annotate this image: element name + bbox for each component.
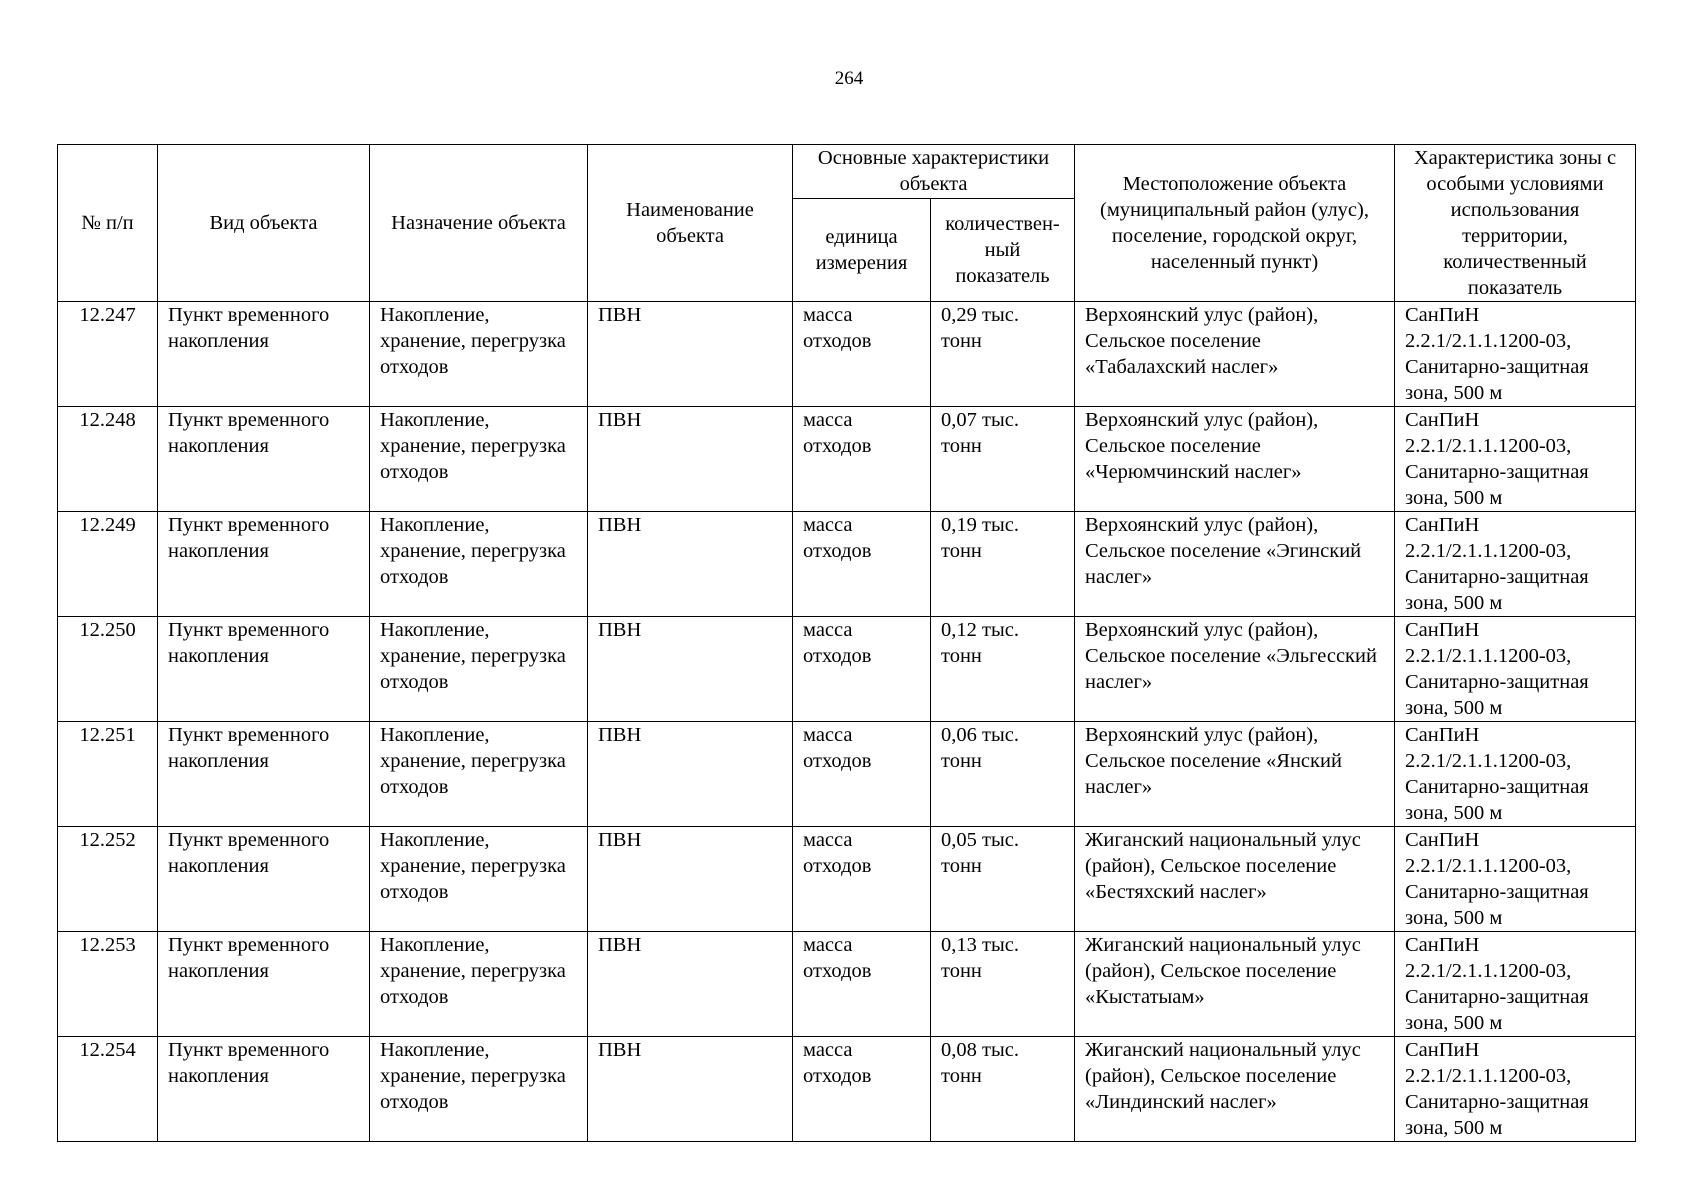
cell-name: ПВН: [588, 932, 793, 1037]
header-num: № п/п: [58, 145, 158, 302]
cell-unit: масса отходов: [793, 512, 931, 617]
cell-unit: масса отходов: [793, 302, 931, 407]
cell-purpose: Накопление, хранение, перегрузка отходов: [370, 512, 588, 617]
table-row: [58, 1037, 1636, 1142]
table-body: [58, 302, 1636, 1142]
cell-name: ПВН: [588, 512, 793, 617]
page-number: 264: [834, 68, 864, 89]
cell-zone: СанПиН 2.2.1/2.1.1.1200-03, Санитарно-защитная зона, 500 м: [1395, 407, 1636, 512]
table-row: [58, 512, 1636, 617]
cell-purpose: Накопление, хранение, перегрузка отходов: [370, 827, 588, 932]
cell-zone: СанПиН 2.2.1/2.1.1.1200-03, Санитарно-защитная зона, 500 м: [1395, 512, 1636, 617]
cell-zone: СанПиН 2.2.1/2.1.1.1200-03, Санитарно-защитная зона, 500 м: [1395, 617, 1636, 722]
header-main-characteristics: Основные характеристики объекта: [793, 145, 1075, 199]
cell-qty: 0,29 тыс. тонн: [931, 302, 1075, 407]
cell-location: Жиганский национальный улус (район), Сельское поселение «Линдинский наслег»: [1075, 1037, 1395, 1142]
cell-qty: 0,05 тыс. тонн: [931, 827, 1075, 932]
cell-type: Пункт временного накопления: [158, 932, 370, 1037]
cell-qty: 0,07 тыс. тонн: [931, 407, 1075, 512]
cell-name: ПВН: [588, 407, 793, 512]
cell-location: Верхоянский улус (район), Сельское поселение «Черюмчинский наслег»: [1075, 407, 1395, 512]
cell-qty: 0,12 тыс. тонн: [931, 617, 1075, 722]
header-zone: Характеристика зоны с особыми условиями использования территории, количественный показатель: [1395, 145, 1636, 302]
cell-location: Верхоянский улус (район), Сельское поселение «Янский наслег»: [1075, 722, 1395, 827]
table-row: [58, 932, 1636, 1037]
cell-purpose: Накопление, хранение, перегрузка отходов: [370, 617, 588, 722]
header-qty: количествен-ный показатель: [931, 198, 1075, 301]
cell-location: Верхоянский улус (район), Сельское поселение «Эгинский наслег»: [1075, 512, 1395, 617]
cell-type: Пункт временного накопления: [158, 722, 370, 827]
cell-zone: СанПиН 2.2.1/2.1.1.1200-03, Санитарно-защитная зона, 500 м: [1395, 827, 1636, 932]
cell-name: ПВН: [588, 302, 793, 407]
cell-type: Пункт временного накопления: [158, 512, 370, 617]
objects-table: [57, 144, 1636, 1142]
cell-type: Пункт временного накопления: [158, 827, 370, 932]
cell-location: Жиганский национальный улус (район), Сельское поселение «Кыстатыам»: [1075, 932, 1395, 1037]
cell-purpose: Накопление, хранение, перегрузка отходов: [370, 722, 588, 827]
header-purpose: Назначение объекта: [370, 145, 588, 302]
header-type: Вид объекта: [158, 145, 370, 302]
cell-location: Верхоянский улус (район), Сельское поселение «Табалахский наслег»: [1075, 302, 1395, 407]
cell-name: ПВН: [588, 827, 793, 932]
cell-num: 12.251: [58, 722, 158, 827]
cell-qty: 0,13 тыс. тонн: [931, 932, 1075, 1037]
table-header: [58, 145, 1636, 302]
cell-unit: масса отходов: [793, 1037, 931, 1142]
cell-zone: СанПиН 2.2.1/2.1.1.1200-03, Санитарно-защитная зона, 500 м: [1395, 932, 1636, 1037]
table-row: [58, 617, 1636, 722]
cell-name: ПВН: [588, 1037, 793, 1142]
cell-num: 12.247: [58, 302, 158, 407]
cell-unit: масса отходов: [793, 407, 931, 512]
cell-purpose: Накопление, хранение, перегрузка отходов: [370, 302, 588, 407]
cell-qty: 0,19 тыс. тонн: [931, 512, 1075, 617]
cell-name: ПВН: [588, 722, 793, 827]
table-row: [58, 827, 1636, 932]
header-location: Местоположение объекта (муниципальный район (улус), поселение, городской округ, населенный пункт): [1075, 145, 1395, 302]
cell-location: Верхоянский улус (район), Сельское поселение «Эльгесский наслег»: [1075, 617, 1395, 722]
cell-type: Пункт временного накопления: [158, 407, 370, 512]
cell-zone: СанПиН 2.2.1/2.1.1.1200-03, Санитарно-защитная зона, 500 м: [1395, 302, 1636, 407]
cell-num: 12.253: [58, 932, 158, 1037]
cell-unit: масса отходов: [793, 617, 931, 722]
cell-unit: масса отходов: [793, 932, 931, 1037]
table-row: [58, 302, 1636, 407]
cell-type: Пункт временного накопления: [158, 1037, 370, 1142]
cell-qty: 0,06 тыс. тонн: [931, 722, 1075, 827]
cell-purpose: Накопление, хранение, перегрузка отходов: [370, 407, 588, 512]
cell-type: Пункт временного накопления: [158, 617, 370, 722]
cell-num: 12.248: [58, 407, 158, 512]
cell-num: 12.249: [58, 512, 158, 617]
cell-unit: масса отходов: [793, 827, 931, 932]
cell-num: 12.254: [58, 1037, 158, 1142]
cell-zone: СанПиН 2.2.1/2.1.1.1200-03, Санитарно-защитная зона, 500 м: [1395, 1037, 1636, 1142]
table-row: [58, 722, 1636, 827]
cell-type: Пункт временного накопления: [158, 302, 370, 407]
cell-unit: масса отходов: [793, 722, 931, 827]
header-unit: единица измерения: [793, 198, 931, 301]
cell-num: 12.250: [58, 617, 158, 722]
cell-purpose: Накопление, хранение, перегрузка отходов: [370, 1037, 588, 1142]
cell-location: Жиганский национальный улус (район), Сельское поселение «Бестяхский наслег»: [1075, 827, 1395, 932]
header-name: Наименование объекта: [588, 145, 793, 302]
cell-num: 12.252: [58, 827, 158, 932]
cell-purpose: Накопление, хранение, перегрузка отходов: [370, 932, 588, 1037]
cell-name: ПВН: [588, 617, 793, 722]
cell-qty: 0,08 тыс. тонн: [931, 1037, 1075, 1142]
table-row: [58, 407, 1636, 512]
cell-zone: СанПиН 2.2.1/2.1.1.1200-03, Санитарно-защитная зона, 500 м: [1395, 722, 1636, 827]
